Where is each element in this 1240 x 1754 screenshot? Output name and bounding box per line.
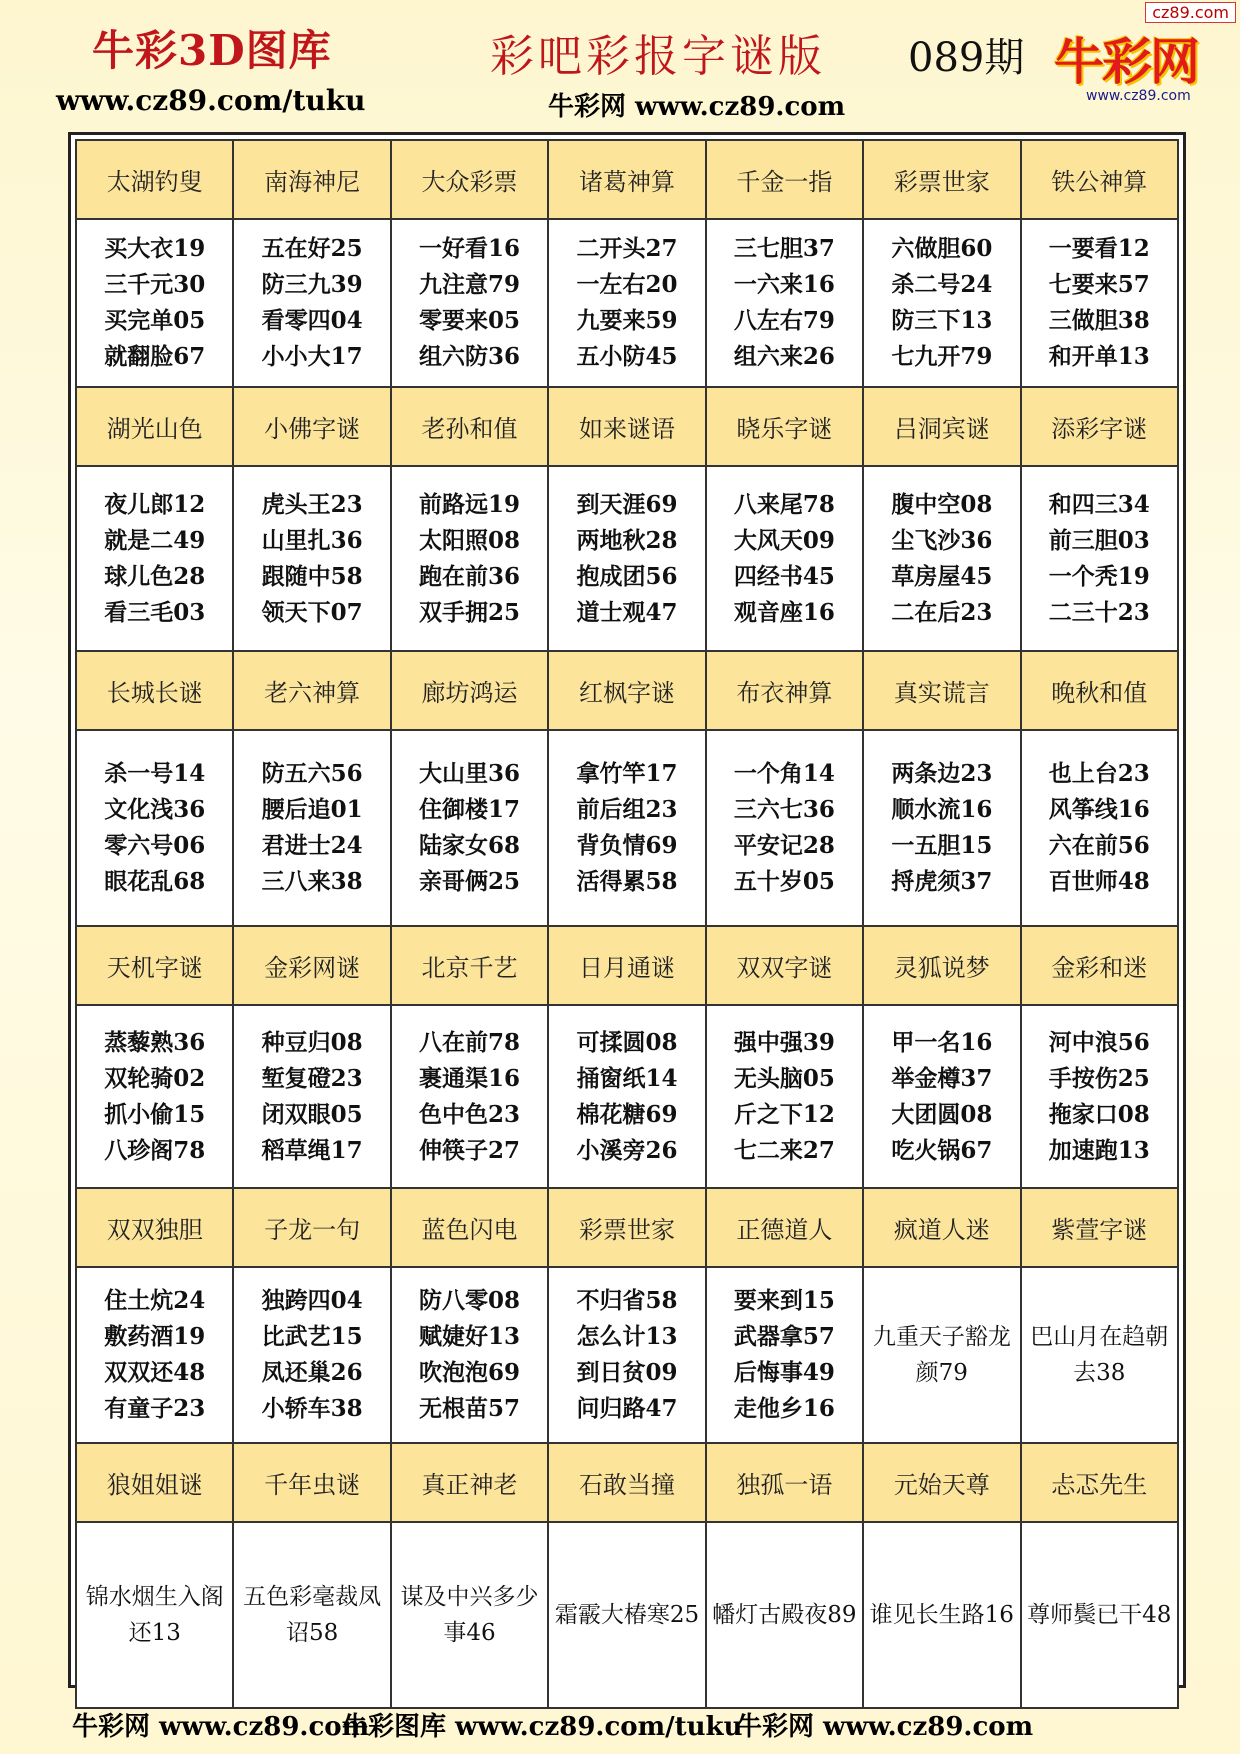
riddle-line: 稻草绳17 (261, 1136, 363, 1164)
riddle-line: 太阳照08 (419, 526, 521, 554)
header-row (76, 387, 1178, 466)
riddle-line: 大山里36 (419, 760, 521, 787)
riddle-table-frame (68, 132, 1186, 1688)
riddle-line: 腰后追01 (261, 796, 363, 823)
issue-number: 089期 (908, 35, 1025, 81)
riddle-line: 小小大17 (261, 343, 363, 370)
footer (0, 1706, 1240, 1746)
riddle-cell (391, 1522, 548, 1708)
column-author-header: 紫萱字谜 (1021, 1188, 1178, 1267)
riddle-cell (706, 219, 863, 387)
riddle-line: 裹通渠16 (419, 1064, 521, 1092)
riddle-line: 色中色23 (419, 1100, 521, 1128)
column-author-header: 彩票世家 (548, 1188, 705, 1267)
riddle-line: 也上台23 (1048, 760, 1150, 787)
riddle-line: 抓小偷15 (104, 1100, 206, 1128)
riddle-line: 背负情69 (576, 832, 678, 859)
riddle-line: 夜儿郎12 (104, 490, 206, 518)
riddle-line: 甲一名16 (891, 1028, 993, 1056)
riddle-line: 虎头王23 (261, 490, 363, 518)
column-author-header: 蓝色闪电 (391, 1188, 548, 1267)
riddle-cell (1021, 219, 1178, 387)
riddle-cell (233, 730, 390, 926)
riddle-line: 走他乡16 (733, 1395, 835, 1422)
riddle-line: 吹泡泡69 (419, 1359, 521, 1386)
riddle-line: 大风天09 (733, 526, 835, 554)
riddle-line: 山里扎36 (261, 526, 363, 554)
riddle-line: 棉花糖69 (576, 1100, 678, 1128)
riddle-line: 问归路47 (576, 1395, 678, 1422)
riddle-line: 防三下13 (891, 307, 993, 334)
riddle-line: 三七胆37 (733, 235, 835, 262)
riddle-line: 九要来59 (576, 307, 678, 334)
riddle-line: 后悔事49 (733, 1359, 835, 1386)
riddle-line: 吃火锅67 (891, 1136, 993, 1164)
riddle-line: 和四三34 (1048, 490, 1150, 518)
riddle-cell (233, 1522, 390, 1708)
riddle-line: 凤还巢26 (261, 1359, 363, 1386)
riddle-line: 组六防36 (419, 343, 521, 370)
riddle-line: 九重天子豁龙颜79 (872, 1324, 1011, 1386)
column-author-header: 诸葛神算 (548, 140, 705, 219)
riddle-line: 草房屋45 (891, 562, 993, 590)
riddle-table (75, 139, 1179, 1709)
riddle-line: 杀一号14 (104, 760, 206, 787)
header-row (76, 1443, 1178, 1522)
riddle-line: 巴山月在趋朝去38 (1030, 1324, 1169, 1386)
riddle-line: 二三十23 (1048, 598, 1150, 626)
riddle-cell (863, 219, 1020, 387)
column-author-header: 铁公神算 (1021, 140, 1178, 219)
riddle-cell (233, 1267, 390, 1443)
riddle-line: 就是二49 (104, 526, 206, 554)
logo-text: 牛彩网 (1054, 33, 1198, 91)
riddle-line: 举金樽37 (891, 1064, 993, 1092)
riddle-cell (391, 219, 548, 387)
riddle-line: 拖家口08 (1048, 1100, 1150, 1128)
riddle-cell (863, 730, 1020, 926)
riddle-row (76, 466, 1178, 651)
column-author-header: 小佛字谜 (233, 387, 390, 466)
riddle-line: 幡灯古殿夜89 (712, 1602, 857, 1628)
riddle-line: 和开单13 (1048, 343, 1150, 370)
column-author-header: 日月通谜 (548, 926, 705, 1005)
riddle-line: 要来到15 (733, 1287, 835, 1314)
riddle-cell (76, 1005, 233, 1188)
riddle-cell (863, 1005, 1020, 1188)
riddle-line: 小溪旁26 (576, 1136, 678, 1164)
riddle-cell (548, 1267, 705, 1443)
riddle-cell (233, 1005, 390, 1188)
riddle-line: 五在好25 (261, 235, 363, 262)
column-author-header: 老孙和值 (391, 387, 548, 466)
column-author-header: 子龙一句 (233, 1188, 390, 1267)
riddle-line: 观音座16 (733, 598, 835, 626)
riddle-line: 百世师48 (1048, 868, 1150, 895)
riddle-line: 无根苗57 (419, 1395, 521, 1422)
riddle-cell (76, 466, 233, 651)
riddle-row (76, 1005, 1178, 1188)
riddle-line: 三八来38 (261, 868, 363, 895)
riddle-cell (706, 466, 863, 651)
column-author-header: 千金一指 (706, 140, 863, 219)
riddle-cell (548, 219, 705, 387)
column-author-header: 双双独胆 (76, 1188, 233, 1267)
riddle-line: 三六七36 (733, 796, 835, 823)
column-author-header: 南海神尼 (233, 140, 390, 219)
riddle-cell (706, 1522, 863, 1708)
page-title: 彩吧彩报字谜版 (490, 31, 826, 82)
riddle-line: 一个角14 (733, 760, 835, 787)
riddle-line: 伸筷子27 (419, 1136, 521, 1164)
corner-url-badge: cz89.com (1145, 2, 1236, 23)
riddle-line: 领天下07 (261, 598, 363, 626)
riddle-cell (1021, 466, 1178, 651)
riddle-line: 八在前78 (419, 1028, 521, 1056)
riddle-line: 武器拿57 (733, 1323, 835, 1350)
riddle-line: 风筝线16 (1048, 796, 1150, 823)
riddle-row (76, 1522, 1178, 1708)
riddle-line: 防八零08 (419, 1287, 521, 1314)
riddle-line: 看零四04 (261, 307, 363, 334)
column-author-header: 石敢当撞 (548, 1443, 705, 1522)
riddle-line: 小轿车38 (261, 1395, 363, 1422)
riddle-cell (76, 1522, 233, 1708)
column-author-header: 廊坊鸿运 (391, 651, 548, 730)
riddle-line: 七九开79 (891, 343, 993, 370)
riddle-line: 防三九39 (261, 271, 363, 298)
riddle-line: 跟随中58 (261, 562, 363, 590)
column-author-header: 金彩网谜 (233, 926, 390, 1005)
riddle-line: 强中强39 (733, 1028, 835, 1056)
column-author-header: 布衣神算 (706, 651, 863, 730)
header-row (76, 926, 1178, 1005)
column-author-header: 大众彩票 (391, 140, 548, 219)
riddle-line: 双手拥25 (419, 598, 521, 626)
riddle-line: 不归省58 (576, 1287, 678, 1314)
riddle-cell (76, 1267, 233, 1443)
riddle-line: 活得累58 (576, 868, 678, 895)
logo-url: www.cz89.com (1086, 88, 1191, 104)
column-author-header: 忐忑先生 (1021, 1443, 1178, 1522)
riddle-line: 无头脑05 (733, 1064, 835, 1092)
footer-link-middle[interactable]: 牛彩图库 www.cz89.com/tuku (342, 1712, 743, 1742)
column-author-header: 湖光山色 (76, 387, 233, 466)
riddle-line: 一左右20 (576, 271, 678, 298)
column-author-header: 灵狐说梦 (863, 926, 1020, 1005)
column-author-header: 正德道人 (706, 1188, 863, 1267)
riddle-cell (1021, 1005, 1178, 1188)
riddle-line: 前三胆03 (1048, 526, 1150, 554)
column-author-header: 红枫字谜 (548, 651, 705, 730)
riddle-line: 亲哥俩25 (419, 868, 521, 895)
riddle-line: 两条边23 (891, 760, 993, 787)
riddle-cell (863, 1267, 1020, 1443)
column-author-header: 元始天尊 (863, 1443, 1020, 1522)
column-author-header: 添彩字谜 (1021, 387, 1178, 466)
riddle-line: 道士观47 (576, 598, 678, 626)
riddle-line: 大团圆08 (891, 1100, 993, 1128)
riddle-cell (233, 219, 390, 387)
riddle-line: 五小防45 (576, 343, 678, 370)
column-author-header: 真实谎言 (863, 651, 1020, 730)
riddle-line: 种豆归08 (261, 1028, 363, 1056)
riddle-cell (1021, 730, 1178, 926)
riddle-line: 零六号06 (104, 832, 206, 859)
riddle-line: 看三毛03 (104, 598, 206, 626)
riddle-row (76, 1267, 1178, 1443)
riddle-line: 顺水流16 (891, 796, 993, 823)
riddle-line: 拿竹竿17 (576, 760, 678, 787)
header-row (76, 140, 1178, 219)
riddle-line: 霜霰大椿寒25 (554, 1602, 700, 1628)
column-author-header: 太湖钓叟 (76, 140, 233, 219)
riddle-cell (76, 219, 233, 387)
riddle-line: 二在后23 (891, 598, 993, 626)
riddle-line: 堑复磴23 (261, 1064, 363, 1092)
riddle-line: 一个秃19 (1048, 562, 1150, 590)
riddle-cell (548, 1522, 705, 1708)
brand-logo (1046, 22, 1206, 112)
riddle-line: 六在前56 (1048, 832, 1150, 859)
column-author-header: 疯道人迷 (863, 1188, 1020, 1267)
riddle-cell (391, 466, 548, 651)
riddle-line: 到日贫09 (576, 1359, 678, 1386)
riddle-line: 抱成团56 (576, 562, 678, 590)
riddle-line: 谋及中兴多少事46 (400, 1584, 539, 1646)
column-author-header: 天机字谜 (76, 926, 233, 1005)
riddle-line: 买完单05 (104, 307, 206, 334)
riddle-line: 跑在前36 (419, 562, 521, 590)
riddle-cell (548, 466, 705, 651)
riddle-line: 腹中空08 (891, 490, 993, 518)
riddle-line: 杀二号24 (891, 271, 993, 298)
riddle-line: 七要来57 (1048, 271, 1150, 298)
riddle-cell (548, 1005, 705, 1188)
riddle-line: 四经书45 (733, 562, 835, 590)
riddle-line: 闭双眼05 (261, 1100, 363, 1128)
column-author-header: 真正神老 (391, 1443, 548, 1522)
column-author-header: 老六神算 (233, 651, 390, 730)
riddle-line: 可揉圆08 (576, 1028, 678, 1056)
column-author-header: 晓乐字谜 (706, 387, 863, 466)
riddle-line: 买大衣19 (104, 235, 206, 262)
riddle-line: 赋婕好13 (419, 1323, 521, 1350)
riddle-line: 五色彩毫裁凤诏58 (243, 1584, 382, 1646)
riddle-line: 加速跑13 (1048, 1136, 1150, 1164)
riddle-line: 就翻脸67 (104, 343, 206, 370)
riddle-line: 眼花乱68 (104, 868, 206, 895)
riddle-line: 文化浅36 (104, 796, 206, 823)
riddle-cell (391, 1005, 548, 1188)
riddle-line: 一好看16 (419, 235, 521, 262)
riddle-line: 平安记28 (733, 832, 835, 859)
riddle-line: 独跨四04 (261, 1287, 363, 1314)
riddle-line: 前后组23 (576, 796, 678, 823)
header-row (76, 1188, 1178, 1267)
riddle-line: 前路远19 (419, 490, 521, 518)
site-title: 牛彩3D图库 (92, 26, 332, 75)
riddle-line: 八左右79 (733, 307, 835, 334)
riddle-line: 九注意79 (419, 271, 521, 298)
riddle-line: 双双还48 (104, 1359, 206, 1386)
column-author-header: 如来谜语 (548, 387, 705, 466)
riddle-line: 斤之下12 (733, 1100, 835, 1128)
riddle-cell (1021, 1522, 1178, 1708)
riddle-row (76, 730, 1178, 926)
riddle-line: 捋虎须37 (891, 868, 993, 895)
column-author-header: 长城长谜 (76, 651, 233, 730)
column-author-header: 狼姐姐谜 (76, 1443, 233, 1522)
footer-link-right[interactable]: 牛彩网 www.cz89.com (736, 1712, 1034, 1742)
column-author-header: 独孤一语 (706, 1443, 863, 1522)
site-url-link[interactable]: www.cz89.com/tuku (56, 84, 366, 117)
riddle-cell (706, 1267, 863, 1443)
riddle-row (76, 219, 1178, 387)
riddle-line: 球儿色28 (104, 562, 206, 590)
riddle-cell (233, 466, 390, 651)
riddle-line: 六做胆60 (891, 235, 993, 262)
column-author-header: 彩票世家 (863, 140, 1020, 219)
riddle-line: 敷药酒19 (104, 1323, 206, 1350)
riddle-cell (1021, 1267, 1178, 1443)
riddle-cell (706, 730, 863, 926)
riddle-line: 两地秋28 (576, 526, 678, 554)
column-author-header: 双双字谜 (706, 926, 863, 1005)
riddle-line: 七二来27 (733, 1136, 835, 1164)
riddle-cell (863, 1522, 1020, 1708)
riddle-cell (706, 1005, 863, 1188)
column-author-header: 金彩和迷 (1021, 926, 1178, 1005)
riddle-line: 锦水烟生入阁还13 (85, 1584, 224, 1646)
column-author-header: 晚秋和值 (1021, 651, 1178, 730)
footer-link-left[interactable]: 牛彩网 www.cz89.com (72, 1712, 370, 1742)
riddle-line: 一六来16 (733, 271, 835, 298)
riddle-line: 零要来05 (419, 307, 521, 334)
riddle-line: 三千元30 (104, 271, 206, 298)
riddle-line: 手按伤25 (1048, 1064, 1150, 1092)
riddle-cell (548, 730, 705, 926)
riddle-line: 八珍阁78 (104, 1136, 206, 1164)
riddle-cell (391, 1267, 548, 1443)
riddle-line: 组六来26 (733, 343, 835, 370)
riddle-line: 双轮骑02 (104, 1064, 206, 1092)
riddle-line: 一要看12 (1048, 235, 1150, 262)
riddle-line: 八来尾78 (733, 490, 835, 518)
column-author-header: 千年虫谜 (233, 1443, 390, 1522)
riddle-cell (391, 730, 548, 926)
riddle-line: 捅窗纸14 (576, 1064, 678, 1092)
riddle-line: 陆家女68 (419, 832, 521, 859)
riddle-line: 有童子23 (104, 1395, 206, 1422)
riddle-line: 尘飞沙36 (891, 526, 993, 554)
center-url-link[interactable]: 牛彩网 www.cz89.com (548, 92, 846, 122)
riddle-cell (76, 730, 233, 926)
riddle-line: 到天涯69 (576, 490, 678, 518)
riddle-line: 住御楼17 (419, 796, 521, 823)
column-author-header: 北京千艺 (391, 926, 548, 1005)
riddle-line: 君进士24 (261, 832, 363, 859)
riddle-line: 三做胆38 (1048, 307, 1150, 334)
riddle-line: 比武艺15 (261, 1323, 363, 1350)
riddle-line: 五十岁05 (733, 868, 835, 895)
header-row (76, 651, 1178, 730)
riddle-line: 一五胆15 (891, 832, 993, 859)
riddle-cell (863, 466, 1020, 651)
riddle-line: 怎么计13 (576, 1323, 678, 1350)
riddle-line: 防五六56 (261, 760, 363, 787)
riddle-line: 住土炕24 (104, 1287, 206, 1314)
riddle-line: 蒸藜熟36 (104, 1028, 206, 1056)
column-author-header: 吕洞宾谜 (863, 387, 1020, 466)
riddle-line: 河中浪56 (1048, 1028, 1150, 1056)
riddle-line: 谁见长生路16 (869, 1602, 1014, 1628)
riddle-line: 二开头27 (576, 235, 678, 262)
riddle-line: 尊师鬓已干48 (1027, 1602, 1172, 1628)
